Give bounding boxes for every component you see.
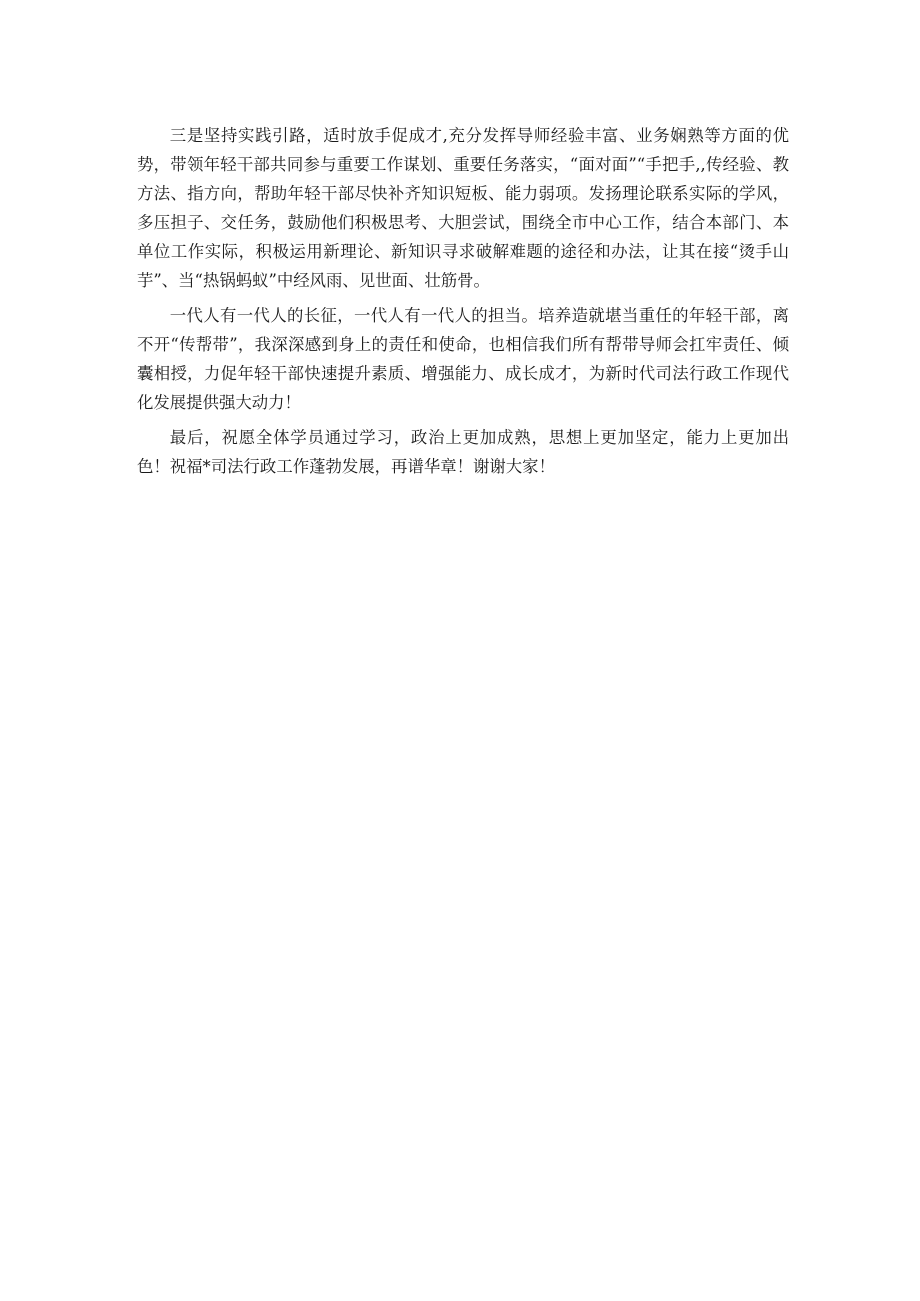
paragraph-closing-wishes: 最后，祝愿全体学员通过学习，政治上更加成熟，思想上更加坚定，能力上更加出色！祝福*司法行政工作蓬勃发展，再谱华章！谢谢大家！ xyxy=(137,428,789,476)
document-body xyxy=(137,121,789,487)
paragraph-practice-guidance: 三是坚持实践引路，适时放手促成才,充分发挥导师经验丰富、业务娴熟等方面的优势，带领年轻干部共同参与重要工作谋划、重要任务落实，“面对面”“手把手,,传经验、教方法、指方向，帮助年轻干部尽快补齐知识短板、能力弱项。发扬理论联系实际的学风，多压担子、交任务，鼓励他们积极思考、大胆尝试，围绕全市中心工作，结合本部门、本单位工作实际，积极运用新理论、新知识寻求破解难题的途径和办法，让其在接“烫手山芋”、当“热锅蚂蚁”中经风雨、见世面、壮筋骨。 xyxy=(137,126,789,290)
paragraph-generation-responsibility: 一代人有一代人的长征，一代人有一代人的担当。培养造就堪当重任的年轻干部，离不开“传帮带”，我深深感到身上的责任和使命，也相信我们所有帮带导师会扛牢责任、倾囊相授，力促年轻干部快速提升素质、增强能力、成长成才，为新时代司法行政工作现代化发展提供强大动力！ xyxy=(137,306,789,412)
